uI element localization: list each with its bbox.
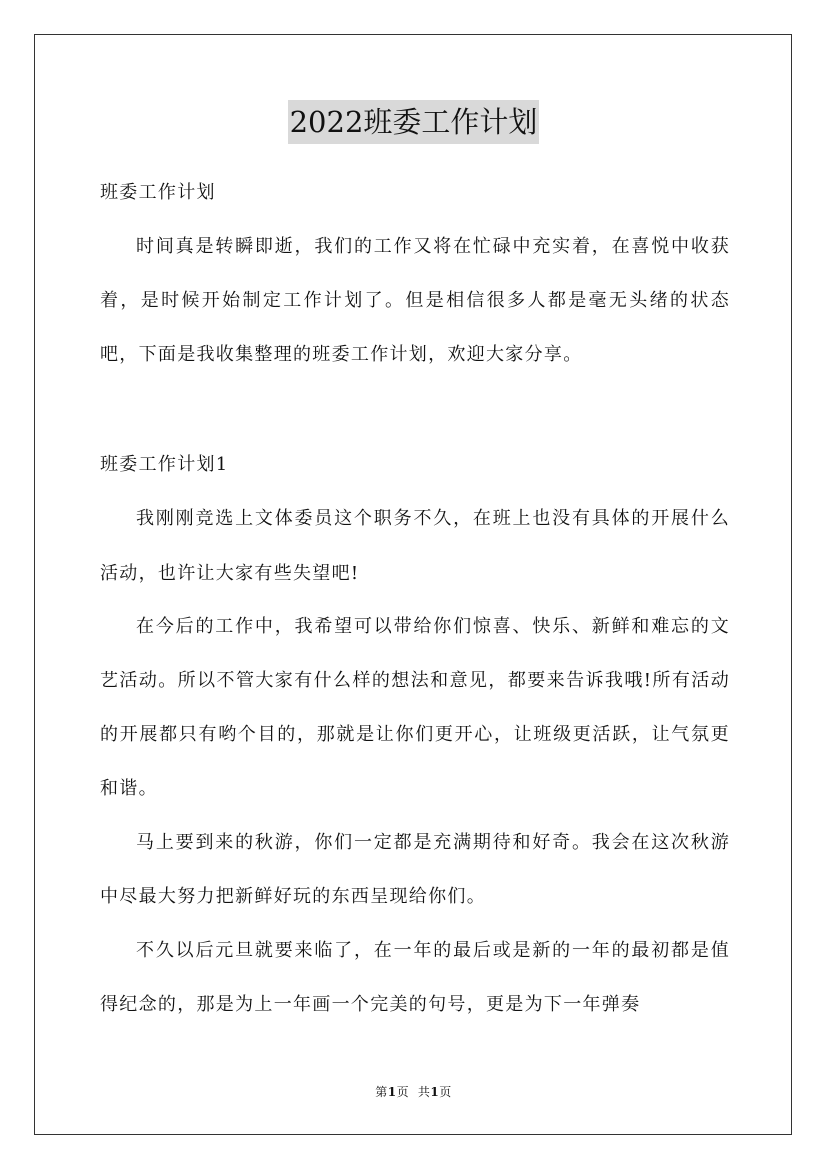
section1-heading: 班委工作计划1 bbox=[100, 454, 229, 475]
document-title: 2022班委工作计划 bbox=[288, 100, 540, 144]
intro-heading: 班委工作计划 bbox=[100, 182, 216, 203]
footer-total-prefix: 共 bbox=[417, 1085, 431, 1099]
footer-page-suffix: 页 bbox=[396, 1085, 410, 1099]
section1-paragraph-2: 在今后的工作中，我希望可以带给你们惊喜、快乐、新鲜和难忘的文艺活动。所以不管大家有什么样的想法和意见，都要来告诉我哦!所有活动的开展都只有哟个目的，那就是让你们更开心，让班级更活跃，让气氛更和谐。 bbox=[100, 616, 730, 799]
section1-paragraph-1: 我刚刚竞选上文体委员这个职务不久，在班上也没有具体的开展什么活动，也许让大家有些失望吧! bbox=[100, 508, 730, 584]
footer-total-suffix: 页 bbox=[439, 1085, 452, 1099]
section1-paragraph-4: 不久以后元旦就要来临了，在一年的最后或是新的一年的最初都是值得纪念的，那是为上一年画一个完美的句号，更是为下一年弹奏 bbox=[100, 940, 730, 1015]
intro-paragraph: 时间真是转瞬即逝，我们的工作又将在忙碌中充实着，在喜悦中收获着，是时候开始制定工作计划了。但是相信很多人都是毫无头绪的状态吧，下面是我收集整理的班委工作计划，欢迎大家分享。 bbox=[100, 236, 730, 365]
page-footer bbox=[0, 1083, 827, 1101]
footer-page-prefix: 第 bbox=[375, 1085, 388, 1099]
footer-page-number: 1 bbox=[387, 1085, 397, 1099]
document-title-container bbox=[0, 100, 827, 144]
footer-total-number: 1 bbox=[430, 1085, 440, 1099]
section1-paragraph-3: 马上要到来的秋游，你们一定都是充满期待和好奇。我会在这次秋游中尽最大努力把新鲜好玩的东西呈现给你们。 bbox=[100, 832, 730, 907]
